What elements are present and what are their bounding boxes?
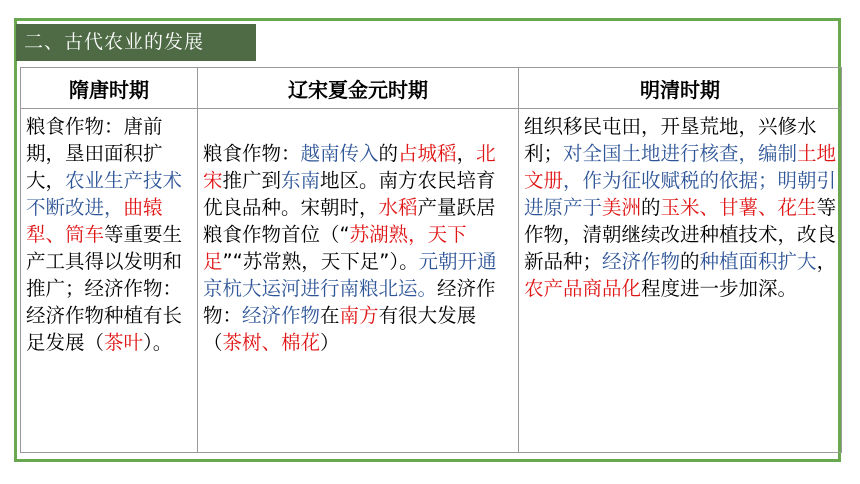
header-liao-song-xia-jin-yuan: 辽宋夏金元时期 bbox=[198, 68, 519, 109]
text-segment: 玉米、甘薯、花生 bbox=[660, 196, 817, 219]
text-segment: ） bbox=[320, 331, 340, 354]
text-segment: 粮食作物：唐前期，垦田面积扩大， bbox=[26, 115, 163, 192]
text-segment: 经济作物 bbox=[242, 304, 321, 327]
text-segment: 有很大发展（ bbox=[203, 304, 477, 354]
text-segment: 组织移民屯田，开垦荒地，兴修水利； bbox=[524, 115, 817, 165]
text-segment: ）。 bbox=[143, 331, 173, 354]
text-segment: 经济作物： bbox=[203, 277, 496, 327]
text-segment: 的 bbox=[378, 142, 399, 165]
text-segment: 程度进一步加深。 bbox=[641, 277, 798, 300]
agriculture-table bbox=[20, 67, 842, 453]
header-row bbox=[21, 68, 842, 109]
text-segment: ”“苏常熟，天下足”）。 bbox=[222, 250, 419, 273]
text-segment: 占城稻 bbox=[398, 142, 457, 165]
cell-ming-qing bbox=[519, 109, 842, 453]
text-segment: 的 bbox=[641, 196, 661, 219]
text-segment: 种植面积扩大 bbox=[699, 250, 817, 273]
text-segment: 等作物，清朝继续改进种植技术，改良新品种； bbox=[524, 196, 837, 273]
header-ming-qing: 明清时期 bbox=[519, 68, 842, 109]
text-segment: 曲辕犁、筒车 bbox=[26, 196, 163, 246]
text-segment: 等重要生产工具得以发明和推广；经济作物：经济作物种植有长足发展（ bbox=[26, 223, 183, 354]
text-segment: ， bbox=[456, 142, 477, 165]
text-segment: 元朝开通京杭大运河进行南粮北运。 bbox=[203, 250, 497, 300]
text-segment: 东南 bbox=[281, 169, 321, 192]
text-segment: 在 bbox=[320, 304, 340, 327]
text-segment: 地区。南方农民培育优良品种。宋朝时， bbox=[203, 169, 496, 219]
text-segment: 茶树、棉花 bbox=[222, 331, 321, 354]
section-title: 二、古代农业的发展 bbox=[16, 24, 256, 61]
text-segment: 农产品商品化 bbox=[524, 277, 642, 300]
text-segment: 南方 bbox=[339, 304, 379, 327]
text-segment: 推广到 bbox=[222, 169, 282, 192]
header-sui-tang: 隋唐时期 bbox=[21, 68, 198, 109]
text-segment: 美洲 bbox=[602, 196, 642, 219]
text-segment: 北宋 bbox=[203, 142, 496, 192]
cell-sui-tang bbox=[21, 109, 198, 453]
text-segment: 水稻 bbox=[378, 196, 418, 219]
text-segment: 产量跃居粮食作物首位（“ bbox=[203, 196, 496, 246]
text-segment: 经济作物 bbox=[602, 250, 681, 273]
text-segment: 明朝引进原产于 bbox=[524, 169, 837, 219]
text-segment: 土地文册 bbox=[524, 142, 837, 192]
content-row bbox=[21, 109, 842, 453]
text-segment: 的 bbox=[680, 250, 700, 273]
text-segment: 越南传入 bbox=[300, 142, 379, 165]
cell-liao-song-xia-jin-yuan bbox=[198, 109, 519, 453]
text-segment: 对全国土地进行核查，编制 bbox=[563, 142, 798, 165]
text-segment: ， bbox=[816, 250, 837, 273]
text-segment: 粮食作物： bbox=[203, 142, 301, 165]
text-segment: 茶叶 bbox=[104, 331, 144, 354]
text-segment: 农业生产技术不断改进， bbox=[26, 169, 183, 219]
text-segment: ，作为征收赋税的依据； bbox=[563, 169, 778, 192]
text-segment: 苏湖熟，天下足 bbox=[203, 223, 467, 273]
